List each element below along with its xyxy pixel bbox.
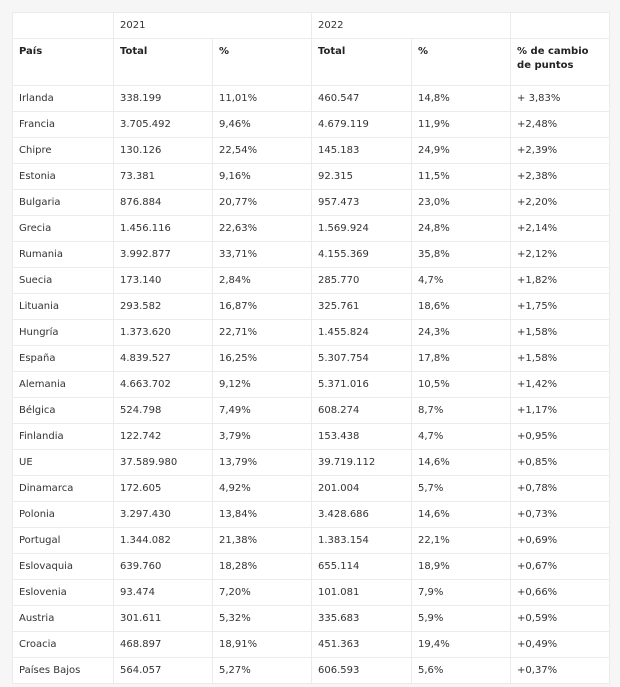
change-cell: +0,95% [511,424,610,450]
change-cell: +1,58% [511,320,610,346]
total-2022-cell: 39.719.112 [312,450,412,476]
country-cell: Finlandia [13,424,114,450]
country-cell: Eslovenia [13,580,114,606]
percent-2022-cell: 18,6% [412,294,511,320]
table-row [13,372,610,398]
percent-2022-cell: 19,4% [412,632,511,658]
country-cell: España [13,346,114,372]
percent-2022-cell: 22,1% [412,528,511,554]
total-2021-cell: 293.582 [114,294,213,320]
country-cell: Rumania [13,242,114,268]
year-2021-header: 2021 [114,13,312,39]
percent-2021-cell: 18,28% [213,554,312,580]
country-cell: Alemania [13,372,114,398]
country-cell: Bélgica [13,398,114,424]
percent-2022-cell: 35,8% [412,242,511,268]
percent-2021-cell: 21,38% [213,528,312,554]
percent-2022-cell: 14,6% [412,502,511,528]
percent-2022-cell: 23,0% [412,190,511,216]
percent-2021-cell: 16,25% [213,346,312,372]
change-cell: +0,78% [511,476,610,502]
table-row [13,346,610,372]
total-2021-cell: 3.992.877 [114,242,213,268]
total-2021-cell: 37.589.980 [114,450,213,476]
percent-2021-cell: 5,27% [213,658,312,684]
country-cell: Bulgaria [13,190,114,216]
change-cell: +1,82% [511,268,610,294]
total-2021-cell: 130.126 [114,138,213,164]
percent-2021-cell: 11,01% [213,86,312,112]
table-row [13,424,610,450]
total-2022-cell: 1.455.824 [312,320,412,346]
percent-2022-cell: 4,7% [412,424,511,450]
total-2021-cell: 301.611 [114,606,213,632]
table-row [13,86,610,112]
total-2022-cell: 451.363 [312,632,412,658]
country-cell: Eslovaquia [13,554,114,580]
percent-2021-cell: 9,12% [213,372,312,398]
change-cell: +0,85% [511,450,610,476]
percent-2022-cell: 17,8% [412,346,511,372]
percent-2021-cell: 20,77% [213,190,312,216]
percent-2022-cell: 7,9% [412,580,511,606]
total-2021-cell: 876.884 [114,190,213,216]
percent-2022-cell: 18,9% [412,554,511,580]
year-header-row [13,13,610,39]
total-2021-cell: 3.705.492 [114,112,213,138]
total-2022-cell: 4.155.369 [312,242,412,268]
change-cell: +0,66% [511,580,610,606]
total-2022-cell: 4.679.119 [312,112,412,138]
total-2022-cell: 5.371.016 [312,372,412,398]
country-cell: Austria [13,606,114,632]
total-2021-cell: 468.897 [114,632,213,658]
percent-2022-column-header: % [412,39,511,86]
total-2022-cell: 460.547 [312,86,412,112]
table-row [13,320,610,346]
table-row [13,476,610,502]
table-row [13,294,610,320]
total-2022-cell: 325.761 [312,294,412,320]
column-header-row [13,39,610,86]
country-cell: Suecia [13,268,114,294]
table-row [13,502,610,528]
change-cell: +1,42% [511,372,610,398]
total-2021-cell: 3.297.430 [114,502,213,528]
country-cell: Croacia [13,632,114,658]
empty-header-cell [511,13,610,39]
percent-2022-cell: 10,5% [412,372,511,398]
total-2021-cell: 564.057 [114,658,213,684]
total-2022-cell: 92.315 [312,164,412,190]
total-2022-column-header: Total [312,39,412,86]
total-2022-cell: 5.307.754 [312,346,412,372]
total-2022-cell: 335.683 [312,606,412,632]
percent-2022-cell: 11,9% [412,112,511,138]
data-table-container [12,12,609,684]
percent-2021-cell: 9,46% [213,112,312,138]
percent-2022-cell: 24,3% [412,320,511,346]
total-2021-cell: 173.140 [114,268,213,294]
percent-2022-cell: 14,8% [412,86,511,112]
table-row [13,450,610,476]
table-row [13,268,610,294]
total-2021-cell: 1.344.082 [114,528,213,554]
total-2022-cell: 145.183 [312,138,412,164]
percent-2021-cell: 22,63% [213,216,312,242]
country-cell: Francia [13,112,114,138]
percent-2022-cell: 8,7% [412,398,511,424]
percent-2022-cell: 5,7% [412,476,511,502]
percent-2021-cell: 13,84% [213,502,312,528]
percent-2021-cell: 16,87% [213,294,312,320]
country-cell: Estonia [13,164,114,190]
country-cell: Países Bajos [13,658,114,684]
total-2022-cell: 608.274 [312,398,412,424]
percent-2021-cell: 13,79% [213,450,312,476]
country-cell: Portugal [13,528,114,554]
country-cell: Lituania [13,294,114,320]
total-2021-column-header: Total [114,39,213,86]
table-header [13,13,610,86]
table-row [13,554,610,580]
total-2021-cell: 73.381 [114,164,213,190]
country-cell: Chipre [13,138,114,164]
total-2021-cell: 4.663.702 [114,372,213,398]
table-row [13,112,610,138]
total-2021-cell: 1.373.620 [114,320,213,346]
table-row [13,216,610,242]
change-cell: +2,39% [511,138,610,164]
total-2022-cell: 101.081 [312,580,412,606]
table-row [13,138,610,164]
country-column-header: País [13,39,114,86]
table-row [13,606,610,632]
percent-2022-cell: 4,7% [412,268,511,294]
total-2022-cell: 285.770 [312,268,412,294]
empty-header-cell [13,13,114,39]
percent-2022-cell: 24,8% [412,216,511,242]
change-cell: +0,73% [511,502,610,528]
total-2021-cell: 4.839.527 [114,346,213,372]
change-cell: +0,59% [511,606,610,632]
change-cell: +1,58% [511,346,610,372]
table-row [13,632,610,658]
change-column-header: % de cambio de puntos [511,39,610,86]
country-cell: Dinamarca [13,476,114,502]
table-row [13,528,610,554]
change-cell: +2,14% [511,216,610,242]
total-2021-cell: 639.760 [114,554,213,580]
change-cell: +0,67% [511,554,610,580]
total-2021-cell: 524.798 [114,398,213,424]
percent-2021-cell: 18,91% [213,632,312,658]
percent-2022-cell: 5,9% [412,606,511,632]
change-cell: +2,20% [511,190,610,216]
country-cell: Irlanda [13,86,114,112]
percent-2021-cell: 7,49% [213,398,312,424]
change-cell: +0,37% [511,658,610,684]
country-cell: Grecia [13,216,114,242]
total-2022-cell: 153.438 [312,424,412,450]
table-row [13,580,610,606]
change-cell: +2,48% [511,112,610,138]
total-2021-cell: 338.199 [114,86,213,112]
total-2022-cell: 3.428.686 [312,502,412,528]
total-2022-cell: 1.569.924 [312,216,412,242]
percent-2021-cell: 4,92% [213,476,312,502]
total-2022-cell: 201.004 [312,476,412,502]
data-table [12,12,610,684]
table-row [13,242,610,268]
percent-2021-cell: 2,84% [213,268,312,294]
percent-2021-cell: 9,16% [213,164,312,190]
percent-2021-cell: 3,79% [213,424,312,450]
change-cell: +1,75% [511,294,610,320]
total-2022-cell: 957.473 [312,190,412,216]
table-body [13,86,610,684]
change-cell: +0,69% [511,528,610,554]
percent-2021-cell: 22,71% [213,320,312,346]
total-2022-cell: 1.383.154 [312,528,412,554]
country-cell: Polonia [13,502,114,528]
change-cell: +2,38% [511,164,610,190]
total-2021-cell: 93.474 [114,580,213,606]
percent-2021-column-header: % [213,39,312,86]
table-row [13,164,610,190]
total-2021-cell: 172.605 [114,476,213,502]
table-row [13,398,610,424]
change-cell: +2,12% [511,242,610,268]
total-2022-cell: 655.114 [312,554,412,580]
percent-2021-cell: 5,32% [213,606,312,632]
percent-2021-cell: 22,54% [213,138,312,164]
table-row [13,658,610,684]
year-2022-header: 2022 [312,13,511,39]
total-2021-cell: 122.742 [114,424,213,450]
percent-2022-cell: 11,5% [412,164,511,190]
percent-2021-cell: 33,71% [213,242,312,268]
percent-2022-cell: 5,6% [412,658,511,684]
total-2022-cell: 606.593 [312,658,412,684]
change-cell: +0,49% [511,632,610,658]
country-cell: Hungría [13,320,114,346]
percent-2022-cell: 14,6% [412,450,511,476]
change-cell: + 3,83% [511,86,610,112]
percent-2021-cell: 7,20% [213,580,312,606]
total-2021-cell: 1.456.116 [114,216,213,242]
percent-2022-cell: 24,9% [412,138,511,164]
table-row [13,190,610,216]
change-cell: +1,17% [511,398,610,424]
country-cell: UE [13,450,114,476]
